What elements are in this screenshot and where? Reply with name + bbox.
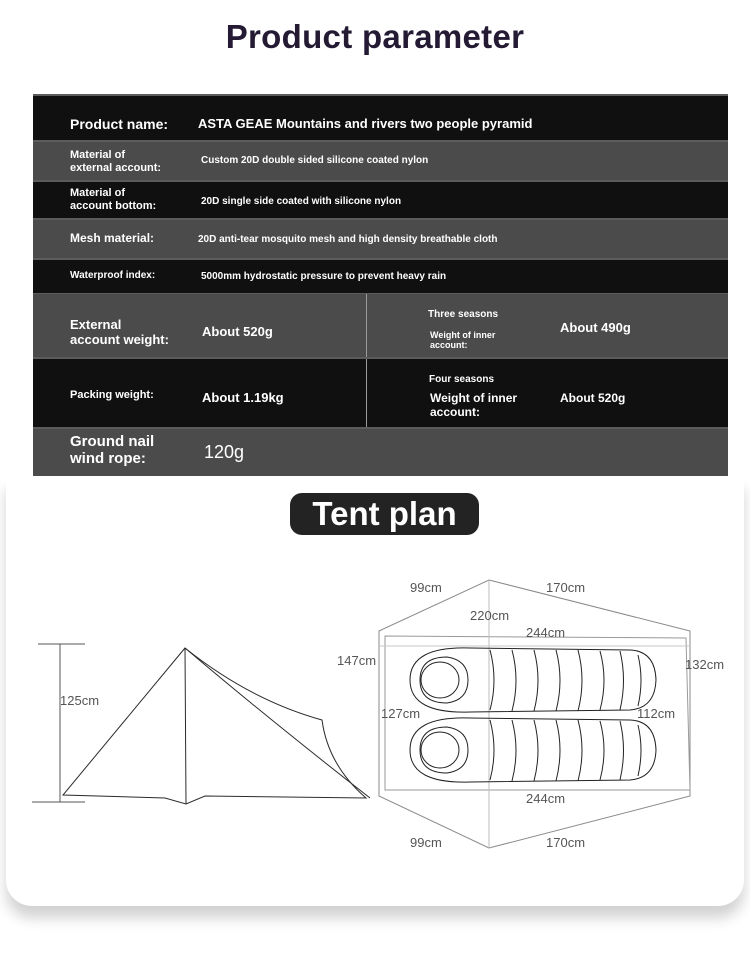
sleeping-bag-1 (410, 648, 656, 712)
external-weight-value: About 520g (202, 324, 273, 339)
four-seasons-value: About 520g (560, 391, 626, 405)
page-title: Product parameter (225, 18, 525, 55)
packing-weight-value: About 1.19kg (202, 390, 284, 405)
bottom-material-value: 20D single side coated with silicone nylon (201, 196, 402, 207)
external-weight-label-line1: External (70, 317, 122, 332)
external-material-label-line1: Material of (70, 149, 126, 161)
dim-inner-top: 244cm (526, 625, 566, 640)
dim-top-right: 170cm (546, 580, 586, 595)
four-seasons-label-line1: Weight of inner (430, 391, 518, 405)
dim-bottom-right: 170cm (546, 835, 586, 850)
ground-nail-label-line1: Ground nail (70, 433, 155, 450)
product-name-label: Product name: (70, 116, 169, 132)
tent-plan-title: Tent plan (290, 493, 479, 535)
ground-nail-value: 120g (204, 442, 245, 462)
external-material-label-line2: external account: (70, 161, 162, 174)
waterproof-value: 5000mm hydrostatic pressure to prevent heavy rain (201, 271, 447, 282)
product-name-value: ASTA GEAE Mountains and rivers two people pyramid (198, 116, 533, 131)
dim-right-outer: 132cm (685, 657, 725, 672)
ground-nail-label-line2: wind rope: (70, 450, 146, 468)
dim-inner-bottom: 244cm (526, 791, 566, 806)
external-weight-label-line2: account weight: (70, 331, 169, 347)
dim-bottom-left: 99cm (410, 835, 442, 850)
dim-left-inner: 127cm (381, 706, 421, 721)
side-height-label: 125cm (60, 693, 100, 708)
tent-side-view (32, 644, 370, 804)
mesh-material-value: 20D anti-tear mosquito mesh and high density breathable cloth (198, 234, 498, 245)
packing-weight-label: Packing weight: (70, 389, 154, 401)
four-seasons-heading: Four seasons (429, 374, 495, 385)
dim-left-outer: 147cm (337, 653, 377, 668)
three-seasons-label-line1: Weight of inner (430, 330, 496, 340)
waterproof-label: Waterproof index: (70, 270, 156, 281)
three-seasons-value: About 490g (560, 320, 631, 335)
mesh-material-label: Mesh material: (70, 231, 155, 245)
sleeping-bag-2 (410, 718, 656, 782)
dim-right-inner: 112cm (637, 706, 676, 721)
bottom-material-label-line1: Material of (70, 187, 126, 199)
external-material-value: Custom 20D double sided silicone coated nylon (201, 155, 429, 166)
four-seasons-label-line2: account: (430, 404, 481, 419)
bottom-material-label-line2: account bottom: (70, 199, 157, 212)
three-seasons-label-line2: account: (430, 340, 468, 351)
dim-top-left: 99cm (410, 580, 442, 595)
dim-width-top: 220cm (470, 608, 510, 623)
three-seasons-heading: Three seasons (428, 309, 499, 320)
